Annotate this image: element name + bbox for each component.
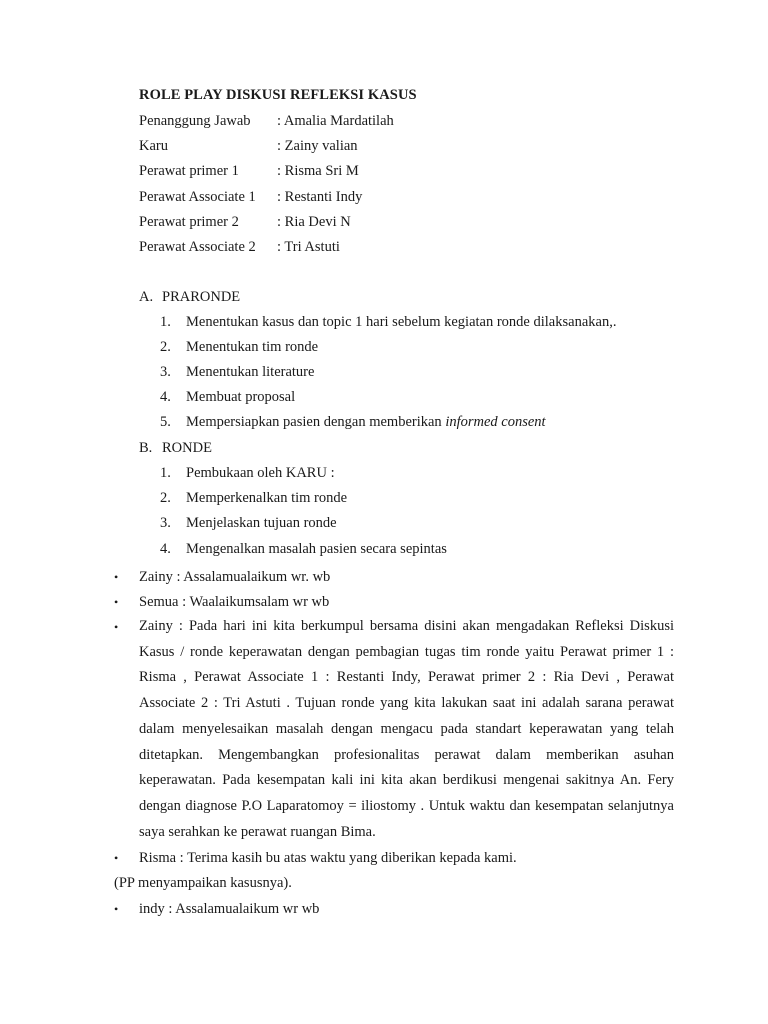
bullet-icon: • [114, 570, 119, 584]
item-text: Mengenalkan masalah pasien secara sepintas [186, 541, 447, 557]
list-item [160, 337, 318, 357]
section-b-heading [139, 438, 212, 458]
role-row [139, 237, 340, 257]
dialogue-text: Semua : Waalaikumsalam wr wb [139, 594, 330, 610]
list-item [160, 387, 295, 407]
bullet-icon: • [114, 851, 119, 865]
list-item [160, 312, 616, 332]
role-value: : Ria Devi N [277, 214, 351, 230]
section-a-heading [139, 287, 240, 307]
item-number: 3. [160, 364, 171, 380]
section-title: PRARONDE [162, 289, 241, 305]
list-item [160, 412, 546, 432]
item-number: 4. [160, 541, 171, 557]
role-label: Perawat Associate 2 [139, 239, 256, 255]
dialogue-text: Risma : Terima kasih bu atas waktu yang diberikan kepada kami. [139, 850, 517, 866]
dialogue-line [114, 592, 674, 612]
stage-direction: (PP menyampaikan kasusnya). [114, 875, 292, 891]
list-item [160, 362, 314, 382]
role-label: Perawat Associate 1 [139, 189, 256, 205]
list-item [160, 488, 347, 508]
item-number: 1. [160, 465, 171, 481]
role-value: : Restanti Indy [277, 189, 363, 205]
role-row [139, 111, 394, 131]
item-number: 4. [160, 389, 171, 405]
section-title: RONDE [162, 440, 212, 456]
dialogue-line [114, 848, 674, 868]
bullet-icon: • [114, 595, 119, 609]
item-emphasis: informed consent [445, 414, 546, 430]
dialogue-paragraph [114, 617, 674, 845]
role-value: : Amalia Mardatilah [277, 113, 394, 129]
role-row [139, 136, 358, 156]
dialogue-line [114, 899, 674, 919]
role-label: Penanggung Jawab [139, 113, 251, 129]
role-row [139, 212, 351, 232]
role-label: Perawat primer 2 [139, 214, 239, 230]
item-text: Mempersiapkan pasien dengan memberikan [186, 414, 446, 430]
item-text: Menjelaskan tujuan ronde [186, 515, 337, 531]
role-value: : Risma Sri M [277, 163, 359, 179]
bullet-icon: • [114, 902, 119, 916]
role-row [139, 187, 362, 207]
item-text: Pembukaan oleh KARU : [186, 465, 335, 481]
role-value: : Tri Astuti [277, 239, 340, 255]
item-text: Menentukan tim ronde [186, 339, 319, 355]
dialogue-text: Zainy : Assalamualaikum wr. wb [139, 569, 331, 585]
list-item [160, 463, 335, 483]
item-text: Menentukan kasus dan topic 1 hari sebelum kegiatan ronde dilaksanakan,. [186, 314, 617, 330]
bullet-icon: • [114, 620, 119, 634]
item-number: 1. [160, 314, 171, 330]
section-letter: A. [139, 289, 154, 305]
item-text: Menentukan literature [186, 364, 315, 380]
role-label: Perawat primer 1 [139, 163, 239, 179]
dialogue-line [114, 567, 674, 587]
role-label: Karu [139, 138, 168, 154]
item-number: 3. [160, 515, 171, 531]
list-item [160, 539, 447, 559]
item-number: 5. [160, 414, 171, 430]
role-row [139, 161, 359, 181]
document-title: ROLE PLAY DISKUSI REFLEKSI KASUS [139, 87, 417, 103]
item-number: 2. [160, 339, 171, 355]
section-letter: B. [139, 440, 153, 456]
dialogue-text: Zainy : Pada hari ini kita berkumpul bersama disini akan mengadakan Refleksi Diskusi Kasus / ronde keperawatan dengan pembagian tugas tim ronde yaitu Perawat primer 1 : Risma , Perawat Associate 1 : Restanti Indy, Perawat primer 2 : Ria Devi , Perawat Associate 2 : Tri Astuti . Tujuan ronde yang kita lakukan saat ini adalah sarana perawat dalam menyelesaikan masalah dengan mengacu pada standart keperawatan yang telah ditetapkan. Mengembangkan profesionalitas perawat dalam memberikan asuhan keperawatan. Pada kesempatan kali ini kita akan berdikusi mengenai sakitnya An. Fery dengan diagnose P.O Laparatomoy = iliostomy . Untuk waktu dan kesempatan selanjutnya saya serahkan ke perawat ruangan Bima. [139, 618, 674, 840]
item-number: 2. [160, 490, 171, 506]
role-value: : Zainy valian [277, 138, 358, 154]
item-text: Memperkenalkan tim ronde [186, 490, 348, 506]
list-item [160, 513, 337, 533]
item-text: Membuat proposal [186, 389, 296, 405]
dialogue-text: indy : Assalamualaikum wr wb [139, 901, 320, 917]
